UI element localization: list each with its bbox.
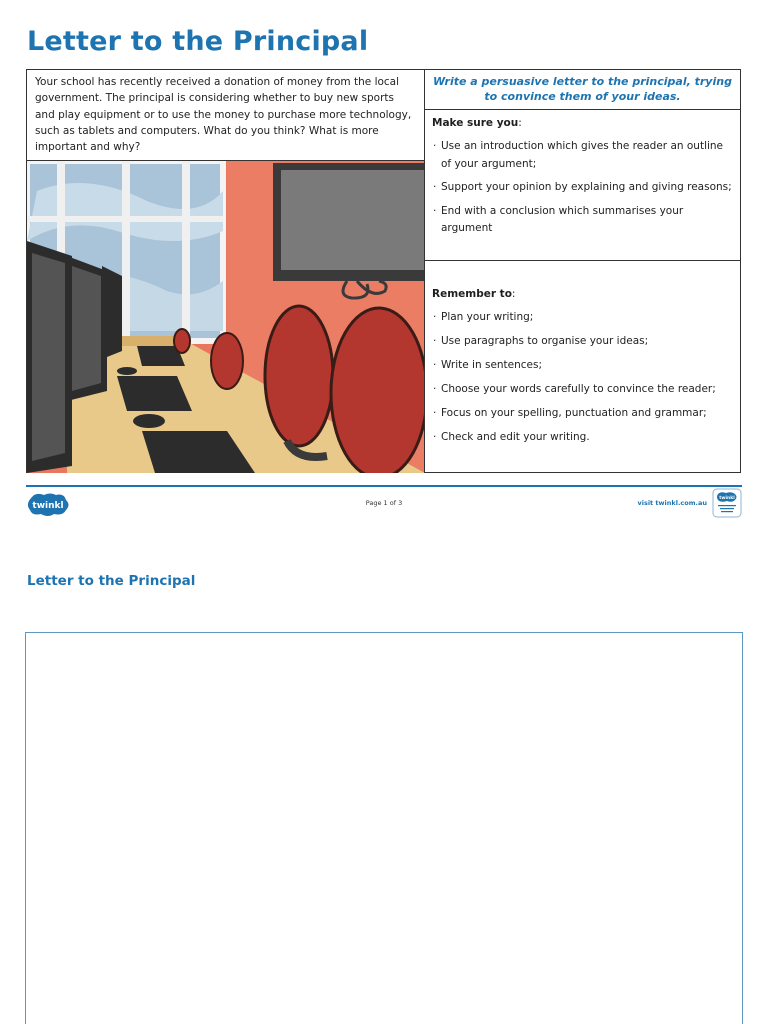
footer-divider [26, 485, 742, 487]
list-item: · Write in sentences; [432, 357, 733, 375]
list-item: · Use paragraphs to organise your ideas; [432, 333, 733, 351]
page-number: Page 1 of 3 [365, 499, 403, 507]
writing-area[interactable] [25, 632, 743, 1024]
list-item: · Focus on your spelling, punctuation and grammar; [432, 405, 733, 423]
computer-lab-illustration [27, 161, 425, 473]
list-item: · Plan your writing; [432, 309, 733, 327]
intro-text: Your school has recently received a donation of money from the local government. The principal is considering whether to buy new sports and play equipment or to use the money to purchase more technology, such as tablets and computers. What do you think? What is more important and why? [27, 70, 425, 161]
svg-text:twinkl: twinkl [32, 501, 64, 511]
instructions-column [425, 70, 740, 472]
make-sure-heading: Make sure you: [432, 117, 522, 129]
remember-heading: Remember to: [432, 288, 516, 300]
quality-badge-icon [712, 488, 742, 518]
remember-box [425, 261, 740, 447]
website-link[interactable]: visit twinkl.com.au [637, 499, 707, 507]
list-item: · End with a conclusion which summarises your argument [432, 203, 733, 238]
list-item: · Support your opinion by explaining and giving reasons; [432, 179, 733, 197]
worksheet-table [26, 69, 741, 473]
svg-text:twinkl: twinkl [719, 496, 735, 501]
task-instruction: Write a persuasive letter to the principal, trying to convince them of your ideas. [425, 70, 740, 110]
list-item: · Use an introduction which gives the reader an outline of your argument; [432, 138, 733, 173]
make-sure-list [432, 138, 733, 238]
section-title: Letter to the Principal [27, 573, 196, 589]
list-item: · Choose your words carefully to convince the reader; [432, 381, 733, 399]
page-title: Letter to the Principal [27, 26, 369, 57]
make-sure-box [425, 110, 740, 261]
remember-list [432, 309, 733, 447]
list-item: · Check and edit your writing. [432, 429, 733, 447]
